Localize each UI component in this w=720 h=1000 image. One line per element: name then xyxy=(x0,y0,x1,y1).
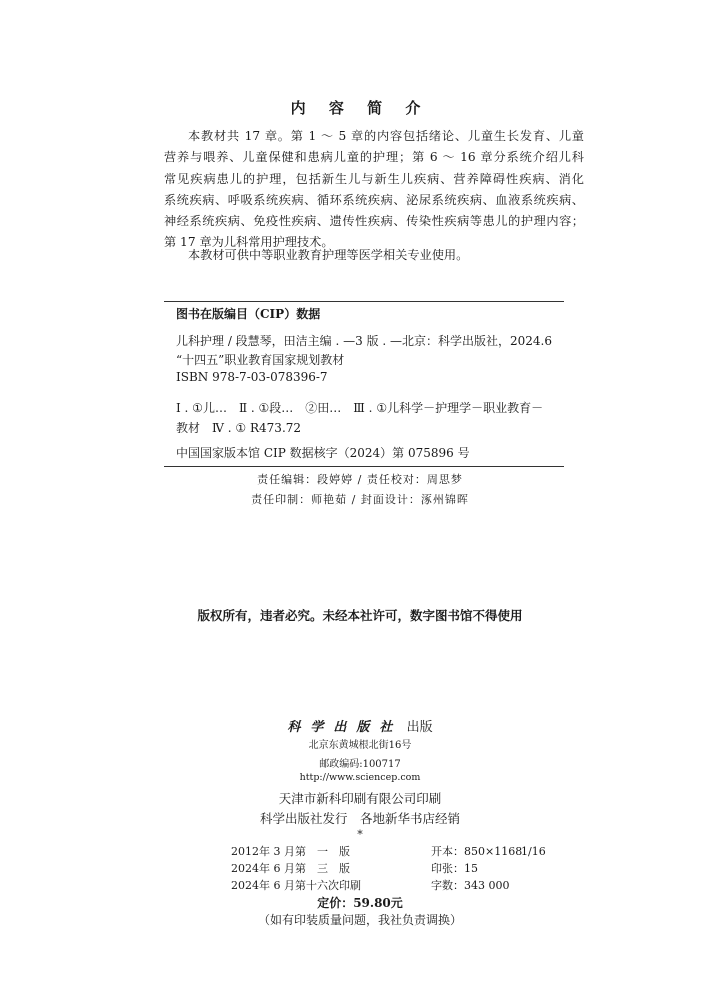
separator-star: * xyxy=(357,828,363,841)
printer: 天津市新科印刷有限公司印刷 xyxy=(278,791,442,806)
format-fraction: 1/16 xyxy=(521,845,546,858)
printing-date: 2024年 6 月第十六次印刷 xyxy=(231,879,361,892)
publisher-url: http://www.sciencep.com xyxy=(299,772,421,783)
summary-paragraph-1 xyxy=(164,126,584,254)
cip-line: “十四五”职业教育国家规划教材 xyxy=(176,353,345,367)
summary-paragraph-2 xyxy=(164,245,584,266)
publisher-suffix: 出版 xyxy=(406,720,433,735)
summary-line: 系统疾病、呼吸系统疾病、循环系统疾病、泌尿系统疾病、血液系统疾病、 xyxy=(164,192,584,207)
price: 定价：59.80元 xyxy=(317,896,403,910)
summary-line: 常见疾病患儿的护理，包括新生儿与新生儿疾病、营养障碍性疾病、消化 xyxy=(164,171,584,186)
publisher-heading xyxy=(0,716,720,735)
edition-date: 2024年 6 月第 三 版 xyxy=(231,862,350,875)
cip-bottom-rule xyxy=(164,466,564,467)
cip-title: 图书在版编目（CIP）数据 xyxy=(176,307,321,321)
cip-line: Ⅰ . ①儿… Ⅱ . ①段… ②田… Ⅲ . ①儿科学－护理学－职业教育－ xyxy=(176,401,544,415)
edition-row xyxy=(231,843,546,859)
copyright-notice: 版权所有，违者必究。未经本社许可，数字图书馆不得使用 xyxy=(197,608,523,623)
cip-line: 中国国家版本馆 CIP 数据核字（2024）第 075896 号 xyxy=(176,446,470,460)
summary-line: 本教材可供中等职业教育护理等医学相关专业使用。 xyxy=(188,248,469,262)
cip-line: 儿科护理 / 段慧琴，田洁主编 . —3 版 . —北京：科学出版社，2024.6 xyxy=(176,334,552,348)
distribution: 科学出版社发行 各地新华书店经销 xyxy=(259,811,460,826)
quality-note: （如有印装质量问题，我社负责调换） xyxy=(257,913,462,927)
sheets-info: 印张：15 xyxy=(431,862,478,875)
edition-row xyxy=(231,860,521,876)
publisher-postcode: 邮政编码:100717 xyxy=(319,759,401,770)
format-info: 开本：850×1168 xyxy=(431,845,523,858)
summary-line: 本教材共 17 章。第 1 ～ 5 章的内容包括绪论、儿童生长发育、儿童 xyxy=(188,129,584,143)
cip-top-rule xyxy=(164,301,564,302)
publisher-address: 北京东黄城根北街16号 xyxy=(308,740,412,751)
edition-row xyxy=(231,877,521,893)
credits-line: 责任编辑：段婷婷 / 责任校对：周思梦 xyxy=(257,473,463,486)
cip-line: 教材 Ⅳ . ① R473.72 xyxy=(176,421,302,435)
summary-line: 神经系统疾病、免疫性疾病、遗传性疾病、传染性疾病等患儿的护理内容； xyxy=(164,214,584,229)
publisher-name: 科学出版社 xyxy=(287,720,403,735)
summary-line: 第 17 章为儿科常用护理技术。 xyxy=(164,235,334,250)
summary-title: 内 容 简 介 xyxy=(290,99,430,117)
credits-line: 责任印制：师艳茹 / 封面设计：涿州锦晖 xyxy=(251,493,469,506)
word-count: 字数：343 000 xyxy=(431,879,510,892)
summary-line: 营养与喂养、儿童保健和患病儿童的护理；第 6 ～ 16 章分系统介绍儿科 xyxy=(164,150,584,165)
edition-date: 2012年 3 月第 一 版 xyxy=(231,845,350,858)
cip-isbn: ISBN 978-7-03-078396-7 xyxy=(176,370,328,384)
